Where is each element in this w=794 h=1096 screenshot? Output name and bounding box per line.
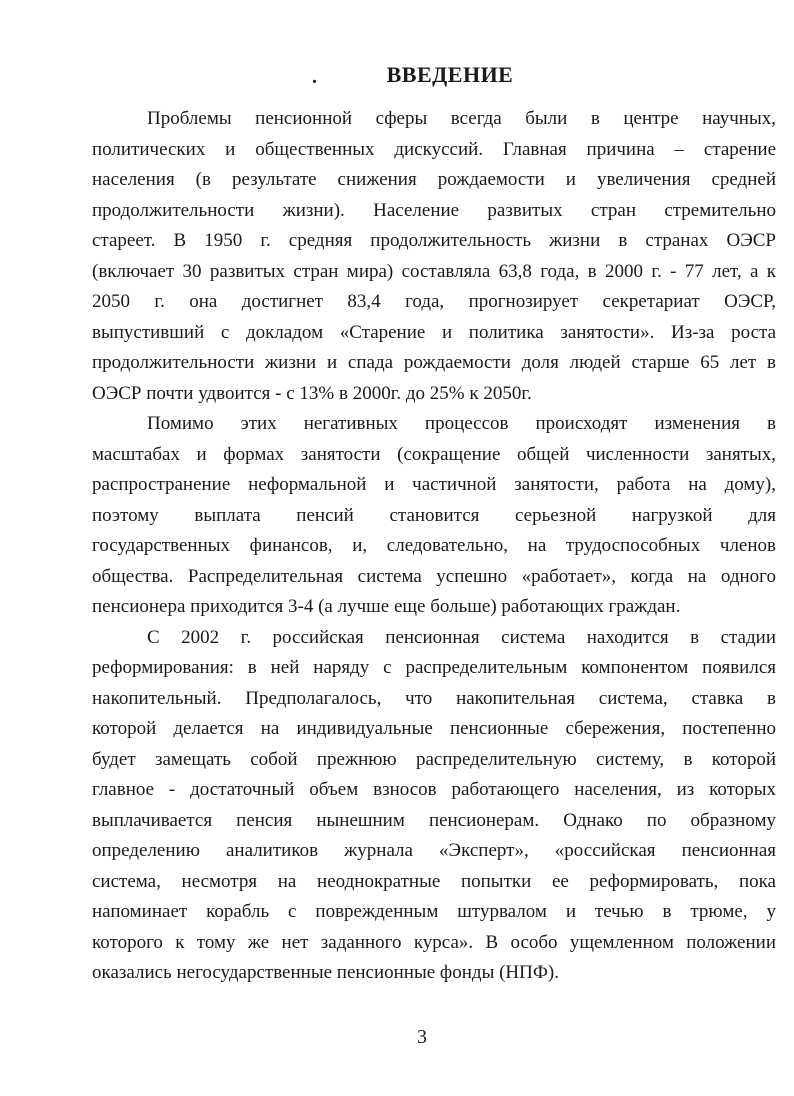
text-line: С 2002 г. российская пенсионная система находится в стадии — [147, 626, 776, 648]
text-line: политических и общественных дискуссий. Главная причина – старение — [92, 138, 776, 160]
text-line: стареет. В 1950 г. средняя продолжительность жизни в странах ОЭСР — [92, 230, 776, 251]
text-line: государственных финансов, и, следовательно, на трудоспособных членов — [92, 535, 776, 556]
text-line: общества. Распределительная система успешно «работает», когда на одного — [92, 565, 776, 587]
text-line: будет замещать собой прежнюю распределительную систему, в которой — [92, 748, 776, 770]
text-line: (включает 30 развитых стран мира) составляла 63,8 года, в 2000 г. - 77 лет, а к — [92, 260, 776, 282]
text-line: оказались негосударственные пенсионные фонды (НПФ). — [92, 962, 559, 983]
text-line: масштабах и формах занятости (сокращение общей численности занятых, — [92, 443, 776, 465]
text-block — [92, 62, 776, 989]
text-line: продолжительности жизни). Население развитых стран стремительно — [92, 199, 776, 221]
text-line: выпустивший с докладом «Старение и политика занятости». Из-за роста — [92, 321, 776, 343]
text-line: которой делается на индивидуальные пенсионные сбережения, постепенно — [92, 718, 776, 739]
text-line: определению аналитиков журнала «Эксперт», «российская пенсионная — [92, 840, 776, 861]
text-line: населения (в результате снижения рождаемости и увеличения средней — [92, 169, 776, 190]
text-line: реформирования: в ней наряду с распределительным компонентом появился — [92, 657, 776, 678]
stray-dot-mark: . — [312, 66, 317, 88]
text-line: 2050 г. она достигнет 83,4 года, прогнозирует секретариат ОЭСР, — [92, 291, 776, 312]
text-line: накопительный. Предполагалось, что накопительная система, ставка в — [92, 687, 776, 709]
text-line: напоминает корабль с поврежденным штурвалом и течью в трюме, у — [92, 901, 776, 922]
page-title: ВВЕДЕНИЕ — [386, 62, 514, 87]
text-line: пенсионера приходится 3-4 (а лучше еще больше) работающих граждан. — [92, 596, 681, 617]
text-line: ОЭСР почти удвоится - с 13% в 2000г. до 25% к 2050г. — [92, 382, 532, 404]
text-line: распространение неформальной и частичной занятости, работа на дому), — [92, 474, 776, 495]
text-line: поэтому выплата пенсий становится серьезной нагрузкой для — [92, 504, 776, 526]
text-line: система, несмотря на неоднократные попытки ее реформировать, пока — [92, 870, 776, 892]
page-number: 3 — [417, 1026, 427, 1048]
text-line: выплачивается пенсия нынешним пенсионерам. Однако по образному — [92, 809, 776, 831]
text-line: Помимо этих негативных процессов происходят изменения в — [147, 413, 776, 434]
text-line: которого к тому же нет заданного курса». В особо ущемленном положении — [92, 931, 776, 953]
text-line: Проблемы пенсионной сферы всегда были в центре научных, — [147, 108, 776, 129]
text-line: главное - достаточный объем взносов работающего населения, из которых — [92, 779, 776, 800]
body-text — [92, 104, 776, 989]
text-line: продолжительности жизни и спада рождаемости доля людей старше 65 лет в — [92, 352, 776, 373]
